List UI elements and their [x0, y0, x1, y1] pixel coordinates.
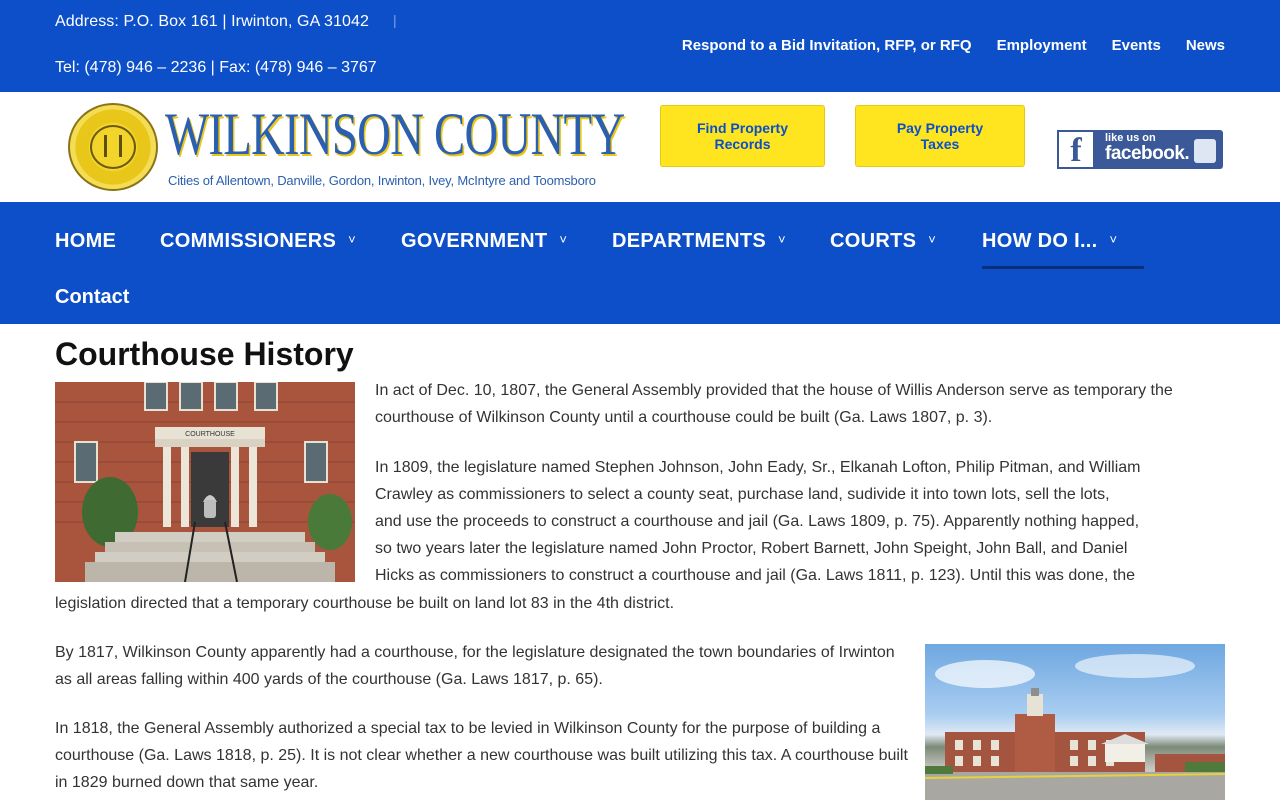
pay-property-taxes-button[interactable] — [855, 105, 1025, 167]
nav-label: COMMISSIONERS — [160, 230, 337, 252]
nav-label: GOVERNMENT — [401, 230, 548, 252]
active-nav-indicator — [982, 266, 1144, 269]
nav-label: Contact — [55, 286, 130, 308]
paragraph-2-line-4: so two years later the legislature named John Proctor, Robert Barnett, John Speight, John Ball, and Daniel — [375, 540, 1128, 557]
nav-label: HOME — [55, 230, 117, 252]
chevron-down-icon: ˅ — [1109, 232, 1118, 247]
nav-item-contact[interactable] — [55, 286, 129, 309]
facebook-like-button[interactable] — [1057, 130, 1223, 169]
paragraph-3: By 1817, Wilkinson County apparently had a courthouse, for the legislature designated the town boundaries of Irwinton as all areas falling within 400 yards of the courthouse (Ga. Laws 1817, p. 65). — [55, 644, 895, 688]
nav-item-commissioners[interactable] — [160, 230, 356, 253]
events-link[interactable]: Events — [1111, 37, 1161, 54]
chevron-down-icon: ˅ — [778, 232, 786, 247]
seal-pillars — [104, 135, 122, 157]
divider: | — [393, 12, 397, 28]
news-link[interactable]: News — [1185, 37, 1225, 54]
courthouse-sign-text: COURTHOUSE — [185, 431, 235, 438]
paragraph-2-line-6: legislation directed that a temporary courthouse be built on land lot 83 in the 4th district. — [55, 595, 675, 612]
chevron-down-icon: ˅ — [348, 232, 357, 247]
paragraph-2-line-5: Hicks as commissioners to construct a courthouse and jail (Ga. Laws 1811, p. 123). Until this was done, the — [375, 567, 1136, 584]
top-links — [682, 37, 1225, 54]
facebook-icon: f — [1057, 130, 1095, 169]
find-property-records-button[interactable] — [660, 105, 825, 167]
thumbs-up-icon — [1194, 139, 1216, 163]
pay-property-taxes-label: Pay Property Taxes — [896, 120, 984, 152]
paragraph-2-line-2: Crawley as commissioners to select a county seat, purchase land, sudivide it into town lots, sell the lots, — [375, 486, 1110, 503]
nav-item-departments[interactable] — [612, 230, 786, 253]
bid-invitation-link[interactable]: Respond to a Bid Invitation, RFP, or RFQ — [681, 37, 972, 54]
site-logo-title[interactable]: WILKINSON COUNTY — [165, 101, 625, 167]
nav-label: HOW DO I... — [982, 230, 1098, 252]
paragraph-1: In act of Dec. 10, 1807, the General Assembly provided that the house of Willis Anderson serve as temporary the courthouse of Wilkinson County until a courthouse could be built (Ga. Laws 1807, p. 3). — [375, 382, 1173, 426]
nav-item-courts[interactable] — [830, 230, 936, 253]
nav-label: DEPARTMENTS — [612, 230, 767, 252]
site-logo-subtitle: Cities of Allentown, Danville, Gordon, Irwinton, Ivey, McIntyre and Toomsboro — [168, 173, 596, 188]
county-seal-logo[interactable] — [68, 103, 158, 191]
paragraph-4: In 1818, the General Assembly authorized a special tax to be levied in Wilkinson County for the purpose of building a courthouse (Ga. Laws 1818, p. 25). It is not clear whether a new courthouse was built utilizing this tax. A courthouse built in 1829 burned down that same year. — [55, 720, 908, 791]
page-title: Courthouse History — [55, 336, 354, 372]
find-property-records-label: Find Property Records — [696, 120, 788, 152]
nav-label: COURTS — [830, 230, 917, 252]
nav-item-government[interactable] — [401, 230, 567, 253]
chevron-down-icon: ˅ — [559, 232, 568, 247]
top-info-bar — [0, 0, 1280, 92]
paragraph-2-line-1: In 1809, the legislature named Stephen Johnson, John Eady, Sr., Elkanah Lofton, Philip Pitman, and William — [375, 459, 1141, 476]
address-text: Address: P.O. Box 161 | Irwinton, GA 31042 — [55, 13, 370, 30]
main-navigation — [0, 202, 1280, 324]
paragraph-2-line-3: and use the proceeds to construct a courthouse and jail (Ga. Laws 1809, p. 75). Apparently nothing happed, — [375, 513, 1140, 530]
nav-item-how-do-i[interactable] — [982, 230, 1117, 253]
facebook-wordmark: facebook. — [1105, 143, 1190, 164]
phone-fax-text: Tel: (478) 946 – 2236 | Fax: (478) 946 – 3767 — [55, 59, 377, 76]
chevron-down-icon: ˅ — [928, 232, 937, 247]
courthouse-entrance-photo — [55, 382, 355, 582]
courthouse-exterior-photo — [925, 644, 1225, 800]
employment-link[interactable]: Employment — [996, 37, 1087, 54]
facebook-like-text: like us on — [1105, 132, 1156, 144]
nav-item-home[interactable] — [55, 230, 116, 253]
